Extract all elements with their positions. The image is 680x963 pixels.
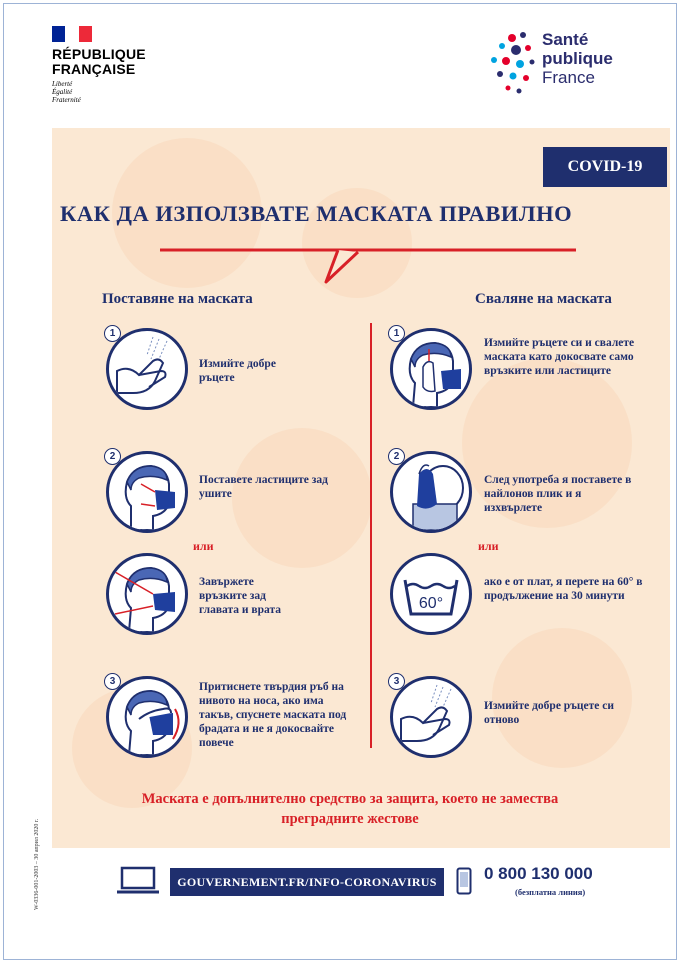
- spf-dots-icon: [486, 28, 542, 100]
- republic-name-line2: FRANÇAISE: [52, 61, 136, 77]
- reference-code: W-0336-001-2003 – 30 април 2020 г.: [34, 818, 40, 910]
- motto-liberte: Liberté: [52, 80, 73, 88]
- right-step-2-text: След употреба я поставете в найлонов плик и я изхвърлете: [484, 474, 632, 514]
- step-number: 1: [388, 325, 405, 342]
- left-column-heading: Поставяне на маската: [102, 291, 253, 307]
- right-step-2b-text: ако е от плат, я перете на 60° в продължение на 30 минути: [484, 576, 643, 602]
- left-step-3-text: Притиснете твърдия ръб на нивото на носа, ако има такъв, спуснете маската под брадата и не я докосвайте повече: [199, 681, 347, 749]
- tie-straps-icon: [106, 553, 188, 635]
- covid-badge: COVID-19: [543, 147, 667, 187]
- motto-egalite: Égalité: [52, 88, 73, 96]
- column-divider: [370, 323, 372, 748]
- right-column-heading: Сваляне на маската: [475, 291, 612, 307]
- phone-icon: [456, 867, 472, 895]
- page-title: КАК ДА ИЗПОЛЗВАТЕ МАСКАТА ПРАВИЛНО: [60, 201, 573, 226]
- sante-publique-france-logo: [486, 28, 636, 100]
- spf-line1: Santé: [542, 30, 589, 49]
- republic-name: [52, 47, 162, 77]
- step-number: 1: [104, 325, 121, 342]
- republic-name-line1: RÉPUBLIQUE: [52, 46, 146, 62]
- website-link[interactable]: GOUVERNEMENT.FR/INFO-CORONAVIRUS: [170, 868, 444, 896]
- phone-number[interactable]: 0 800 130 000: [484, 864, 593, 883]
- warning-message: Маската е допълнително средство за защита, което не замества преградните жестове: [141, 791, 559, 827]
- spf-line3: France: [542, 68, 595, 87]
- left-step-2-text: Поставете ластиците зад ушите: [199, 474, 328, 500]
- right-step-1-text: Измийте ръцете си и свалете маската като докосвате само връзките или ластиците: [484, 337, 635, 377]
- step-number: 3: [388, 673, 405, 690]
- plastic-bag-icon: [390, 451, 472, 533]
- right-or-label: или: [478, 539, 499, 553]
- republique-francaise-logo: [52, 26, 162, 104]
- laptop-icon: [116, 866, 160, 896]
- republic-motto: [52, 80, 162, 104]
- wash-temperature-label: 60°: [418, 595, 444, 612]
- left-step-2b-text: Завържете връзките зад главата и врата: [199, 576, 282, 616]
- speech-bubble-underline: [158, 244, 578, 286]
- step-number: 2: [388, 448, 405, 465]
- step-number: 3: [104, 673, 121, 690]
- hands-washing-icon: [390, 676, 472, 758]
- spf-wordmark: [542, 30, 613, 87]
- hands-washing-icon: [106, 328, 188, 410]
- left-or-label: или: [193, 539, 214, 553]
- nose-clip-icon: [106, 676, 188, 758]
- ear-loops-icon: [106, 451, 188, 533]
- spf-line2: publique: [542, 49, 613, 68]
- right-step-3-text: Измийте добре ръцете си отново: [484, 700, 614, 726]
- left-step-1-text: Измийте добре ръцете: [199, 358, 276, 384]
- virus-decoration: [492, 628, 632, 768]
- remove-mask-icon: [390, 328, 472, 410]
- phone-note: (безплатна линия): [515, 887, 586, 897]
- french-flag-icon: [52, 26, 92, 42]
- motto-fraternite: Fraternité: [52, 96, 81, 104]
- step-number: 2: [104, 448, 121, 465]
- wash-60-icon: [390, 553, 472, 635]
